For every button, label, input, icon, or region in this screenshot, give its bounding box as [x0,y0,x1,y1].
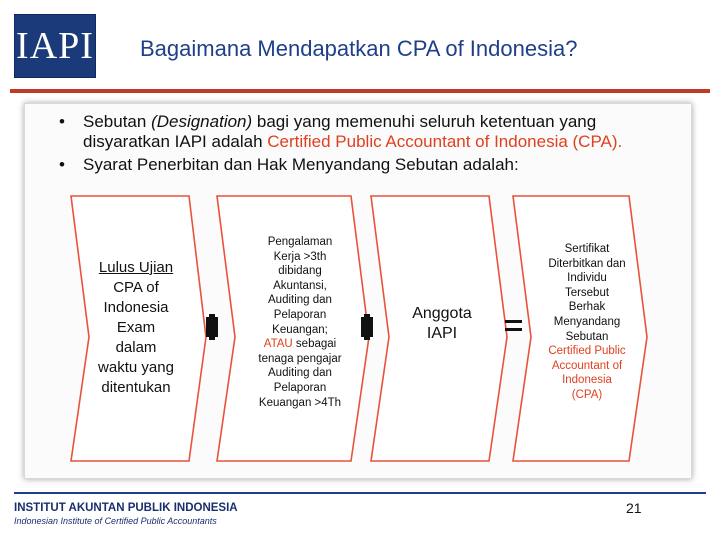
step4-cpa-line: Indonesia [562,374,612,387]
step3-line: Anggota [412,305,472,322]
step2-atau-line [235,337,365,352]
step1-line: CPA of [113,279,159,296]
step1-heading: Lulus Ujian [98,259,174,276]
step1-line: Exam [116,319,156,336]
bullet-text: Sebutan [83,112,152,131]
step1-line: Indonesia [103,299,169,316]
step4-cpa-line: Certified Public [548,345,626,358]
step2-line: sebagai [292,338,337,351]
step4-line: Tersebut [564,286,610,299]
step4-line: Sebutan [565,330,609,343]
step2-line: Keuangan; [272,323,328,336]
step1-line: waktu yang [98,359,174,376]
step4-line: Sertifikat [564,243,610,255]
footer-divider [14,492,706,494]
step1-text [81,258,191,398]
slide-title: Bagaimana Mendapatkan CPA of Indonesia? [140,36,578,61]
content-panel [24,103,692,479]
step1-line: dalam [115,339,157,356]
step4-text [527,242,647,403]
step4-line: Individu [567,272,607,285]
step2-line: dibidang [278,265,322,278]
equals-icon [505,320,522,331]
step2-line: Pelaporan [273,308,327,321]
step2-line: Keuangan >4Th [258,396,342,409]
step2-text [235,235,365,410]
step4-line: Menyandang [553,315,621,328]
bullet-text: Syarat Penerbitan dan Hak Menyandang Sebutan adalah: [83,155,519,174]
step4-line: Diterbitkan dan [548,257,626,270]
step3-text [387,304,497,344]
atau-highlight: ATAU [263,338,293,351]
step2-line: Pelaporan [273,381,327,394]
iapi-logo: IAPI [14,14,96,78]
plus-icon-1 [206,314,218,340]
designation-italic: (Designation) [151,112,253,131]
step4-line: Berhak [568,301,606,314]
step4-cpa-line: (CPA) [571,388,603,401]
step4-cpa-line: Accountant of [551,359,623,372]
header-divider [10,89,710,93]
step2-line: Kerja >3th [273,250,327,263]
step2-line: Auditing dan [268,367,332,380]
step2-line: Auditing dan [268,294,332,307]
step2-line: Akuntansi, [273,279,327,292]
step2-line: tenaga pengajar [258,352,342,365]
bullet-text: bagi yang memenuhi seluruh ketentuan yang disyaratkan IAPI adalah [83,112,597,151]
cpa-highlight: Certified Public Accountant of Indonesia (CPA). [267,132,623,151]
page-number: 21 [626,500,642,516]
footer-org-subtitle: Indonesian Institute of Certified Public Accountants [14,516,217,526]
step2-line: Pengalaman [267,236,333,248]
footer-org-name: INSTITUT AKUNTAN PUBLIK INDONESIA [14,502,238,514]
step1-line: ditentukan [101,379,171,396]
step3-line: IAPI [426,325,458,342]
